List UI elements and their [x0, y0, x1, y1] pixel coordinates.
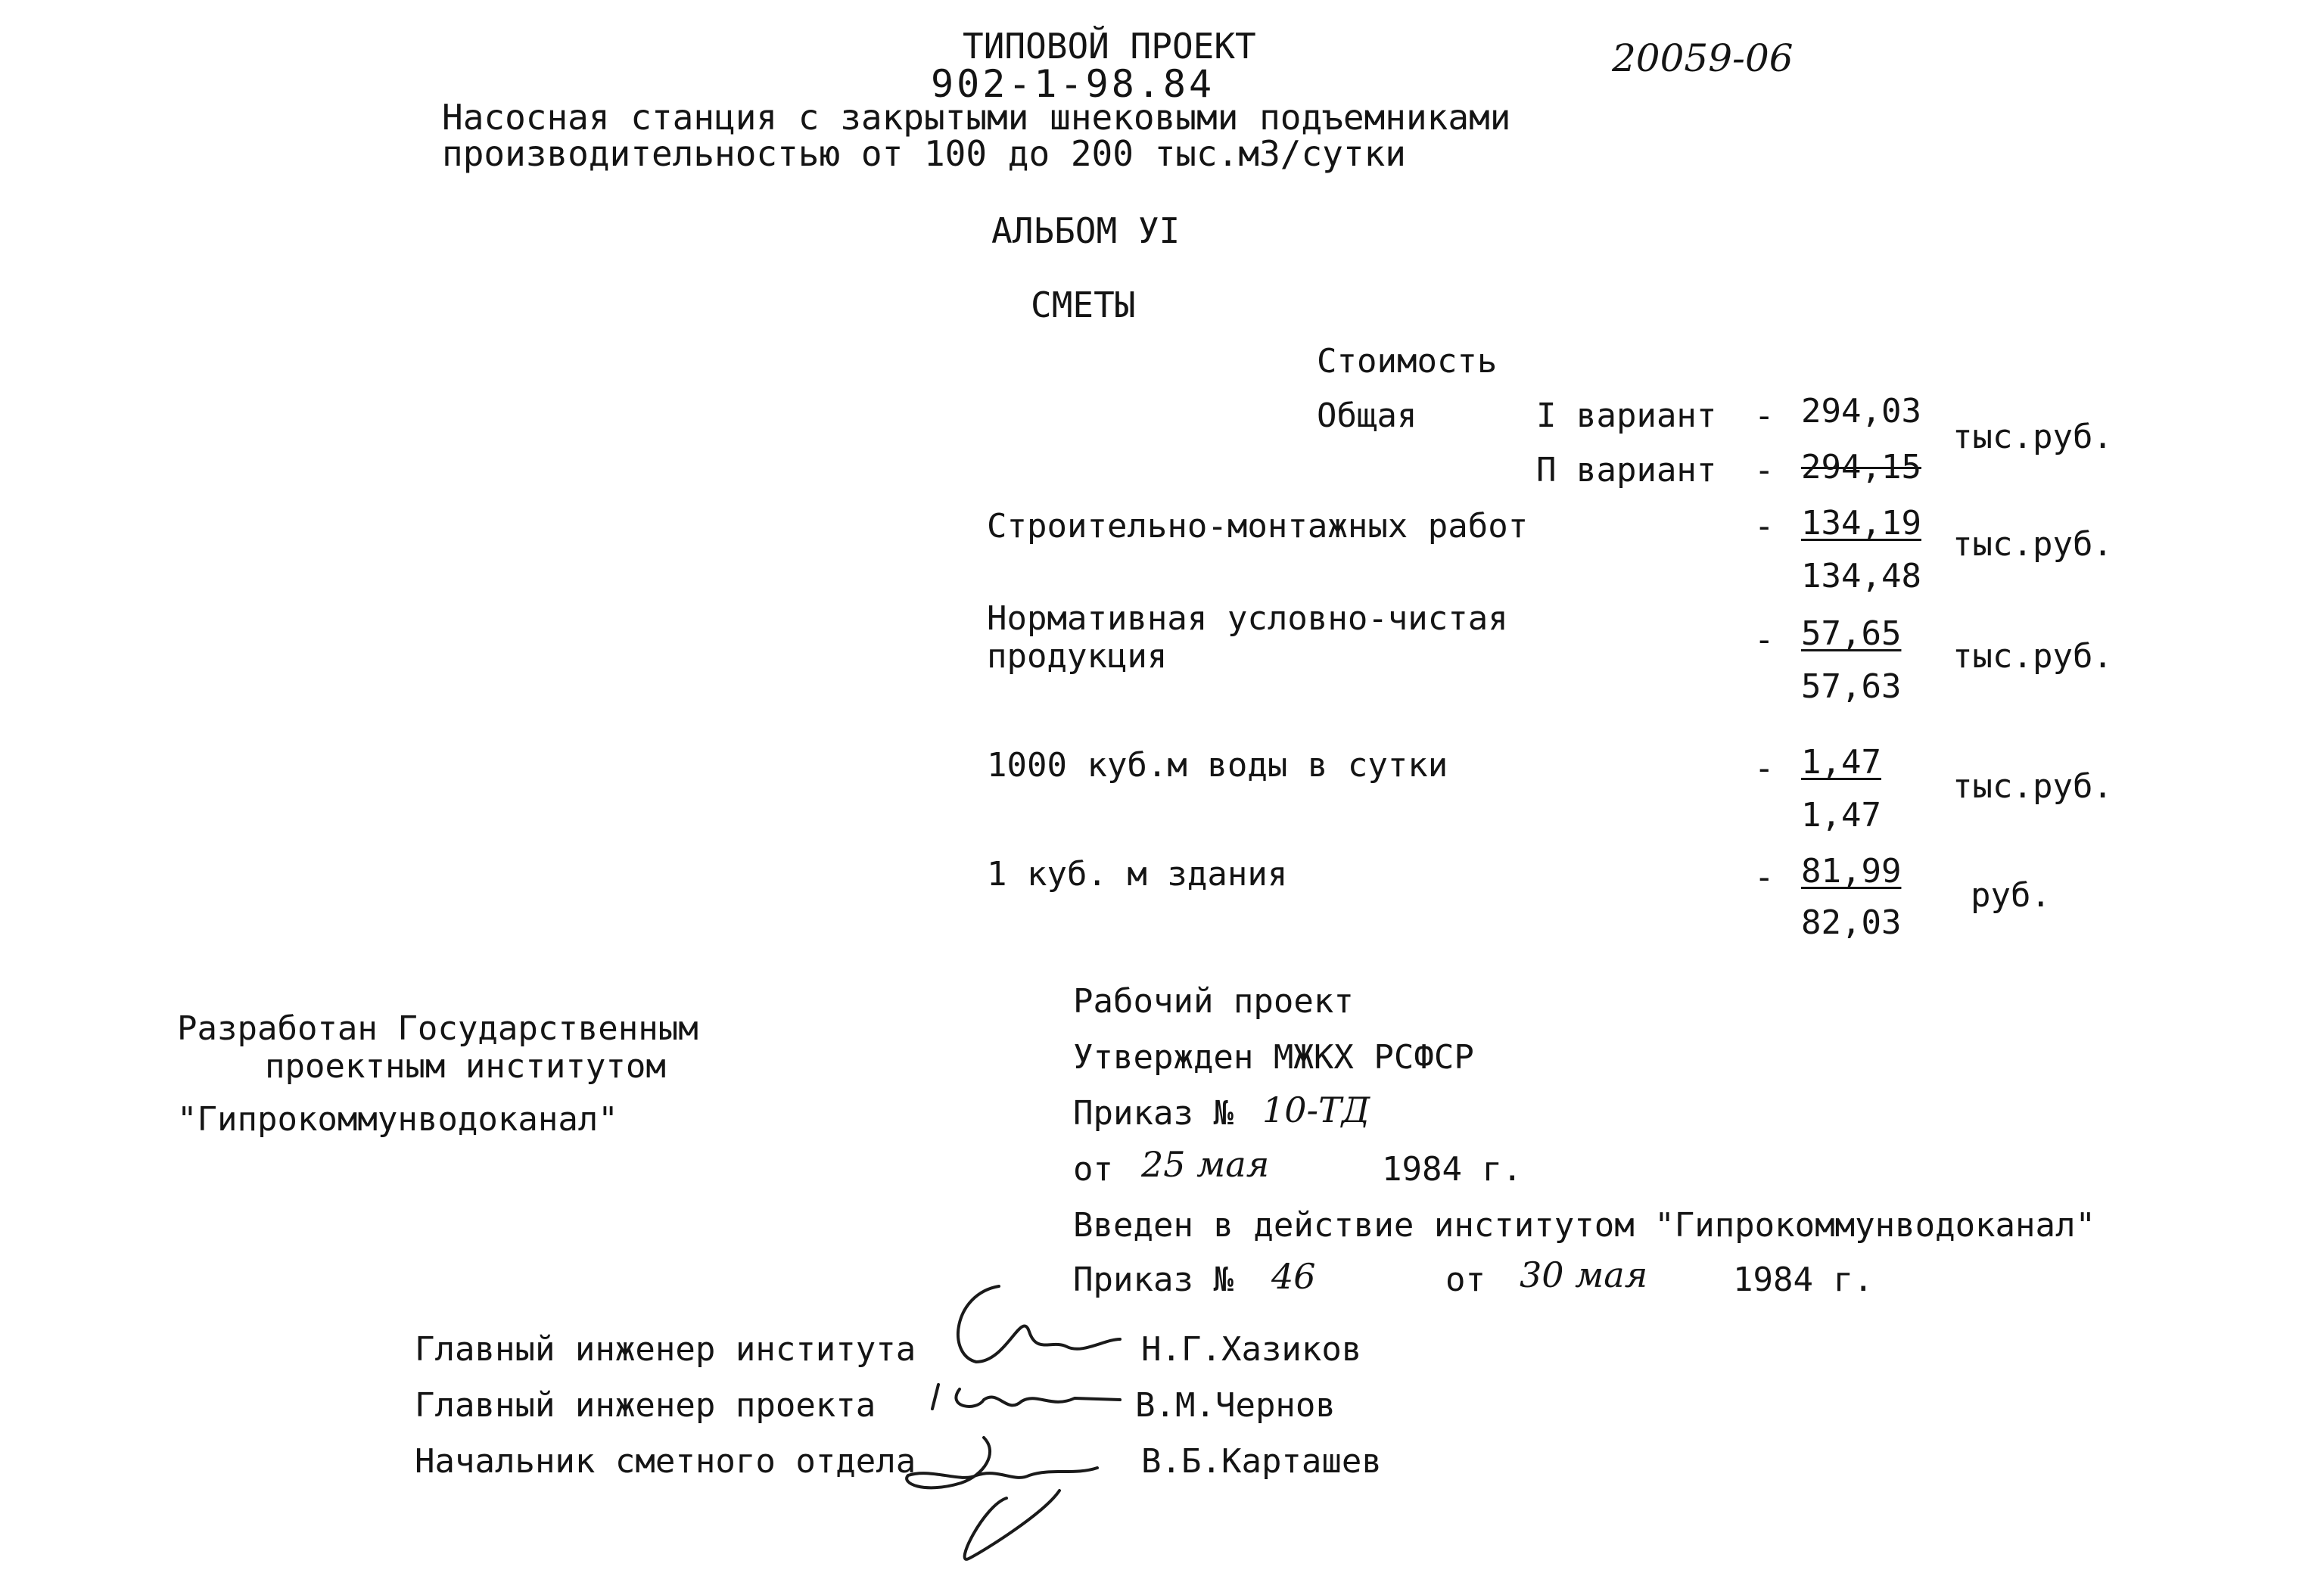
- order-year: 1984 г.: [1382, 1150, 1523, 1189]
- developer-line-1: Разработан Государственным: [177, 1009, 698, 1048]
- title-line-2: производительностью от 100 до 200 тыс.м3/сутки: [442, 133, 1406, 174]
- working-project: Рабочий проект: [1073, 982, 1354, 1021]
- cost-row-dash: -: [1754, 749, 1775, 788]
- cost-row-unit: тыс.руб.: [1952, 767, 2113, 806]
- cost-row-label: Строительно-монтажных работ: [987, 507, 1529, 546]
- signature-name: Н.Г.Хазиков: [1141, 1330, 1362, 1369]
- signature-role: Начальник сметного отдела: [415, 1442, 916, 1481]
- variant-1-value: 294,03: [1801, 392, 1921, 431]
- variant-2-label: П вариант: [1536, 451, 1717, 490]
- cost-row-value-bottom: 1,47: [1801, 796, 1881, 835]
- cost-row-label-cont: продукция: [987, 637, 1168, 676]
- order2-year: 1984 г.: [1733, 1261, 1874, 1299]
- signature-role: Главный инженер института: [415, 1330, 916, 1369]
- variant-2-value: 294,15: [1801, 448, 1921, 487]
- cost-row-label: 1000 куб.м воды в сутки: [987, 746, 1448, 785]
- handwritten-number: 20059-06: [1612, 36, 1794, 80]
- signature-scribble-3: [907, 1438, 1097, 1559]
- project-number: 902-1-98.84: [931, 62, 1215, 106]
- order-label: Приказ №: [1073, 1094, 1234, 1133]
- cost-total-label: Общая: [1317, 396, 1417, 435]
- cost-row-label: Нормативная условно-чистая: [987, 599, 1508, 638]
- developer-line-3: "Гипрокоммунводоканал": [177, 1100, 618, 1139]
- developer-line-2: проектным институтом: [265, 1047, 666, 1086]
- approved-by: Утвержден МЖКХ РСФСР: [1073, 1038, 1474, 1077]
- cost-row-value-bottom: 82,03: [1801, 903, 1902, 942]
- order-from: от: [1073, 1150, 1113, 1189]
- cost-row-value-top: 134,19: [1801, 504, 1921, 542]
- order-number: 10-ТД: [1262, 1090, 1370, 1130]
- total-unit: тыс.руб.: [1952, 418, 2113, 456]
- order2-day-month: 30 мая: [1520, 1254, 1648, 1295]
- order-day-month: 25 мая: [1141, 1144, 1270, 1185]
- order2-label: Приказ №: [1073, 1261, 1234, 1299]
- cost-row-value-top: 1,47: [1801, 743, 1881, 782]
- signature-name: В.Б.Карташев: [1141, 1442, 1382, 1481]
- cost-row-dash: -: [1754, 858, 1775, 897]
- cost-row-unit: тыс.руб.: [1952, 525, 2113, 564]
- cost-row-dash: -: [1754, 507, 1775, 546]
- album-title: АЛЬБОМ УI: [991, 210, 1181, 251]
- signature-scribble-2: [932, 1385, 1120, 1409]
- order2-number: 46: [1271, 1256, 1316, 1297]
- signature-role: Главный инженер проекта: [415, 1386, 876, 1425]
- enacted-by: Введен в действие институтом "Гипрокоммунводоканал": [1073, 1206, 2096, 1245]
- cost-row-value-top: 57,65: [1801, 614, 1902, 653]
- order2-from: от: [1445, 1261, 1486, 1299]
- title-line-1: Насосная станция с закрытыми шнековыми подъемниками: [442, 97, 1511, 138]
- variant-1-label: I вариант: [1536, 396, 1717, 435]
- cost-row-value-bottom: 57,63: [1801, 667, 1902, 706]
- cost-row-value-top: 81,99: [1801, 852, 1902, 891]
- signature-name: В.М.Чернов: [1135, 1386, 1336, 1425]
- cost-row-unit: руб.: [1971, 876, 2051, 915]
- section-title: СМЕТЫ: [1031, 284, 1136, 325]
- cost-row-dash: -: [1754, 620, 1775, 659]
- cost-row-unit: тыс.руб.: [1952, 637, 2113, 676]
- cost-heading: Стоимость: [1317, 342, 1498, 381]
- cost-row-value-bottom: 134,48: [1801, 557, 1921, 595]
- variant-2-dash: -: [1754, 451, 1775, 490]
- variant-1-dash: -: [1754, 396, 1775, 435]
- cost-row-label: 1 куб. м здания: [987, 855, 1288, 894]
- project-type: ТИПОВОЙ ПРОЕКТ: [963, 26, 1256, 67]
